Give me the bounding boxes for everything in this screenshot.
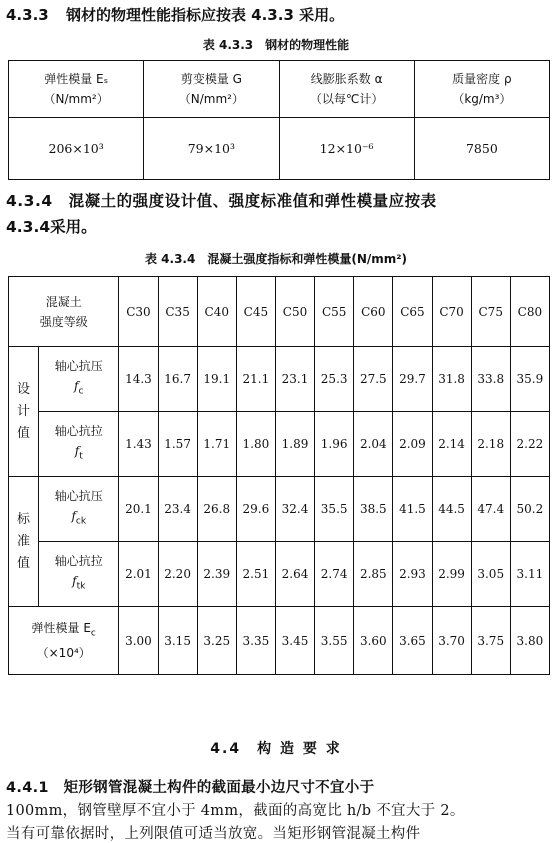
table-cell: 31.8 <box>432 347 471 412</box>
grade-header: C30 <box>119 277 158 347</box>
table-cell: 35.5 <box>315 477 354 542</box>
table-cell: 3.55 <box>315 607 354 675</box>
table-cell: 1.71 <box>197 412 236 477</box>
table-cell: 3.45 <box>275 607 314 675</box>
elastic-name: 弹性模量 E <box>31 620 91 635</box>
table-cell: 27.5 <box>354 347 393 412</box>
row-label-cell <box>39 347 119 412</box>
table-cell: 2.01 <box>119 542 158 607</box>
row-label-cell <box>39 412 119 477</box>
elastic-label-line <box>9 618 118 643</box>
group-label-char: 值 <box>17 425 31 441</box>
table-cell: 206×10³ <box>9 118 144 180</box>
header-unit: （以每℃计） <box>309 92 384 106</box>
table-cell: 3.35 <box>236 607 275 675</box>
table-cell: 2.22 <box>510 412 549 477</box>
table-4-3-3 <box>8 60 550 180</box>
paragraph-line: 100mm，钢管壁厚不宜小于 4mm，截面的高宽比 h/b 不宜大于 2。 <box>6 803 465 819</box>
header-cell <box>144 61 279 118</box>
symbol-subscript: tk <box>76 581 86 592</box>
table-cell: 21.1 <box>236 347 275 412</box>
elastic-unit: （×10⁴） <box>36 646 91 661</box>
row-label-name: 轴心抗拉 <box>54 424 103 439</box>
table-cell: 2.09 <box>393 412 432 477</box>
symbol-subscript: c <box>78 386 84 397</box>
row-label-symbol <box>39 571 118 596</box>
table-cell: 3.05 <box>471 542 510 607</box>
table-cell: 2.39 <box>197 542 236 607</box>
header-name: 剪变模量 G <box>180 72 242 86</box>
table-cell: 50.2 <box>510 477 549 542</box>
grade-header: C70 <box>432 277 471 347</box>
table-cell: 3.60 <box>354 607 393 675</box>
table-row <box>9 477 550 542</box>
group-label-char: 设 <box>17 381 31 397</box>
symbol: f <box>72 574 77 589</box>
table-cell: 26.8 <box>197 477 236 542</box>
paragraph-text: 4.4.1 矩形钢管混凝土构件的截面最小边尺寸不宜小于 <box>6 780 375 796</box>
grade-header: C45 <box>236 277 275 347</box>
table-cell: 2.64 <box>275 542 314 607</box>
table-cell: 44.5 <box>432 477 471 542</box>
row-label-name: 轴心抗压 <box>54 359 103 374</box>
header-unit: （kg/m³） <box>452 92 512 106</box>
corner-header-cell <box>9 277 119 347</box>
section-4-3-3 <box>6 4 344 25</box>
grade-header: C60 <box>354 277 393 347</box>
table-cell: 2.20 <box>158 542 197 607</box>
group-label-char: 值 <box>17 555 31 571</box>
table-cell: 12×10⁻⁶ <box>279 118 414 180</box>
corner-line: 强度等级 <box>39 314 88 329</box>
table-row <box>9 412 550 477</box>
table-cell: 2.85 <box>354 542 393 607</box>
table-cell: 2.18 <box>471 412 510 477</box>
symbol: f <box>74 444 80 459</box>
header-cell <box>9 61 144 118</box>
header-name: 质量密度 ρ <box>452 72 512 86</box>
grade-header: C65 <box>393 277 432 347</box>
table-cell: 2.99 <box>432 542 471 607</box>
table-cell: 25.3 <box>315 347 354 412</box>
table-header-row <box>9 61 550 118</box>
table-cell: 14.3 <box>119 347 158 412</box>
table-cell: 3.65 <box>393 607 432 675</box>
section-4-3-4-line1: 4.3.4 混凝土的强度设计值、强度标准值和弹性模量应按表 <box>6 192 437 210</box>
header-cell <box>414 61 549 118</box>
elastic-label-cell <box>9 607 119 675</box>
header-name: 线膨胀系数 α <box>310 72 383 86</box>
table-cell: 33.8 <box>471 347 510 412</box>
table-cell: 2.51 <box>236 542 275 607</box>
symbol-subscript: ck <box>75 516 87 527</box>
symbol: f <box>71 509 76 524</box>
header-unit: （N/mm²） <box>178 92 244 106</box>
paragraph-line <box>6 776 374 797</box>
table-cell: 2.04 <box>354 412 393 477</box>
header-cell <box>279 61 414 118</box>
grade-header: C40 <box>197 277 236 347</box>
table-cell: 79×10³ <box>144 118 279 180</box>
table-cell: 3.75 <box>471 607 510 675</box>
table-4-3-4-caption: 表 4.3.4 混凝土强度指标和弹性模量(N/mm²) <box>144 252 407 266</box>
row-label-cell <box>39 542 119 607</box>
table-cell: 3.80 <box>510 607 549 675</box>
table-cell: 20.1 <box>119 477 158 542</box>
table-row <box>9 347 550 412</box>
table-cell: 2.14 <box>432 412 471 477</box>
section-number: 4.3.3 <box>6 6 49 24</box>
group-label-cell <box>9 347 39 477</box>
table-cell: 16.7 <box>158 347 197 412</box>
section-text: 钢材的物理性能指标应按表 4.3.3 采用。 <box>65 6 345 24</box>
symbol: f <box>74 379 79 394</box>
row-label-symbol <box>39 441 118 466</box>
table-cell: 3.15 <box>158 607 197 675</box>
table-cell: 35.9 <box>510 347 549 412</box>
table-cell: 29.7 <box>393 347 432 412</box>
group-label-char: 准 <box>17 533 31 549</box>
grade-header: C35 <box>158 277 197 347</box>
row-label-name: 轴心抗拉 <box>54 554 103 569</box>
section-4-4-title: 4.4 构 造 要 求 <box>210 741 342 757</box>
table-cell: 1.80 <box>236 412 275 477</box>
table-cell: 1.89 <box>275 412 314 477</box>
table-cell: 23.1 <box>275 347 314 412</box>
table-cell: 38.5 <box>354 477 393 542</box>
table-cell: 2.74 <box>315 542 354 607</box>
symbol-subscript: t <box>79 451 83 462</box>
corner-line: 混凝土 <box>45 294 82 309</box>
row-label-name: 轴心抗压 <box>54 489 103 504</box>
table-header-row <box>9 277 550 347</box>
header-unit: （N/mm²） <box>43 92 109 106</box>
table-cell: 2.93 <box>393 542 432 607</box>
group-label-char: 标 <box>17 511 31 527</box>
table-cell: 41.5 <box>393 477 432 542</box>
section-4-3-4-line2: 4.3.4采用。 <box>6 218 97 236</box>
table-cell: 3.70 <box>432 607 471 675</box>
grade-header: C80 <box>510 277 549 347</box>
grade-header: C55 <box>315 277 354 347</box>
table-cell: 23.4 <box>158 477 197 542</box>
row-label-cell <box>39 477 119 542</box>
table-cell: 47.4 <box>471 477 510 542</box>
table-cell: 32.4 <box>275 477 314 542</box>
table-row <box>9 607 550 675</box>
header-name: 弹性模量 Eₛ <box>44 72 109 86</box>
table-cell: 1.96 <box>315 412 354 477</box>
group-label-char: 计 <box>17 403 31 419</box>
table-4-3-4 <box>8 276 550 675</box>
grade-header: C75 <box>471 277 510 347</box>
table-cell: 3.00 <box>119 607 158 675</box>
table-cell: 3.25 <box>197 607 236 675</box>
table-cell: 1.43 <box>119 412 158 477</box>
table-row <box>9 118 550 180</box>
table-cell: 3.11 <box>510 542 549 607</box>
table-cell: 29.6 <box>236 477 275 542</box>
table-cell: 19.1 <box>197 347 236 412</box>
table-cell: 7850 <box>414 118 549 180</box>
grade-header: C50 <box>275 277 314 347</box>
row-label-symbol <box>39 376 118 401</box>
table-cell: 1.57 <box>158 412 197 477</box>
table-4-3-3-caption: 表 4.3.3 钢材的物理性能 <box>202 38 350 52</box>
row-label-symbol <box>39 506 118 531</box>
table-row <box>9 542 550 607</box>
elastic-subscript: c <box>90 628 96 639</box>
group-label-cell <box>9 477 39 607</box>
paragraph-line: 当有可靠依据时，上列限值可适当放宽。当矩形钢管混凝土构件 <box>6 826 421 842</box>
